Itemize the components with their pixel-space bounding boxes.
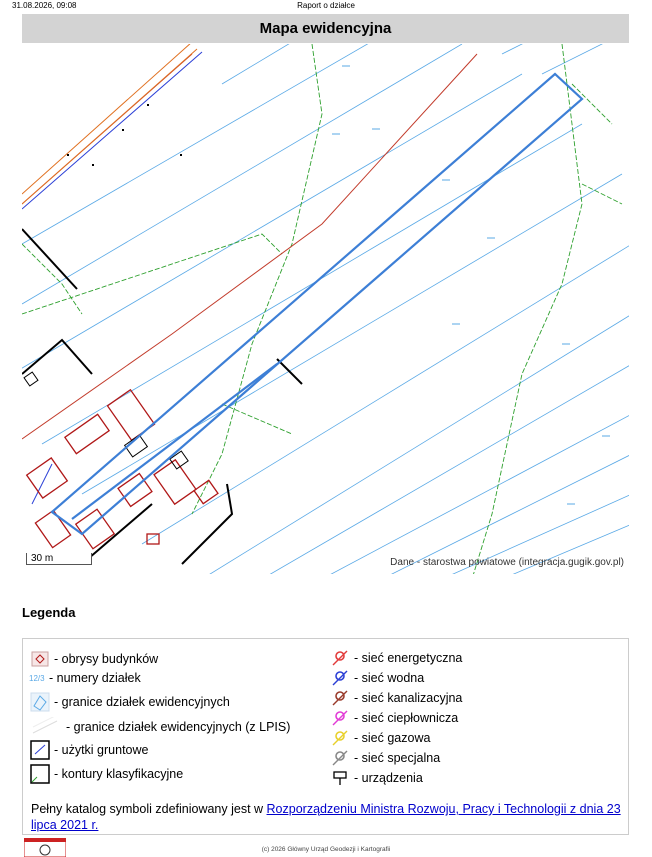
legend-item-sewer: [331, 689, 462, 707]
legend-label: - sieć gazowa: [354, 731, 431, 745]
road-boundary: [22, 54, 477, 439]
print-header: [0, 0, 652, 12]
legend-item-parcel-numbers: [29, 671, 141, 685]
building-outline-icon: [29, 649, 51, 669]
legend-item-special: [331, 749, 440, 767]
legend-label: - urządzenia: [354, 771, 423, 785]
land-use-lines: [22, 44, 622, 574]
footer-copyright: (c) 2026 Główny Urząd Geodezji i Kartografii: [261, 846, 391, 853]
legend-item-classification: [29, 763, 183, 785]
map-attribution: Dane - starostwa powiatowe (integracja.gugik.gov.pl): [390, 557, 624, 568]
legend-item-power: [331, 649, 462, 667]
legend-label: - granice działek ewidencyjnych: [54, 695, 230, 709]
legend-title: Legenda: [22, 605, 76, 620]
print-datetime: 31.08.2026, 09:08: [12, 1, 77, 10]
legend-item-land-use: [29, 739, 148, 761]
legend-item-gas: [331, 729, 430, 747]
building-polygons: [27, 390, 218, 549]
scale-bar: 30 m: [26, 553, 92, 565]
device-icon: [331, 769, 351, 787]
power-network-icon: [331, 649, 351, 667]
special-network-icon: [331, 749, 351, 767]
legend-item-lpis-boundaries: [29, 717, 290, 737]
legend-label: - numery działek: [49, 671, 141, 685]
heating-network-icon: [331, 709, 351, 727]
legend-box: [22, 638, 629, 835]
land-use-icon: [29, 739, 51, 761]
legend-item-water: [331, 669, 424, 687]
gas-network-icon: [331, 729, 351, 747]
classification-contour-icon: [29, 763, 51, 785]
legend-item-devices: [331, 769, 423, 787]
legend-item-buildings: [29, 649, 158, 669]
sewer-network-icon: [331, 689, 351, 707]
lpis-boundary-icon: [29, 717, 63, 737]
cadastral-map[interactable]: [22, 44, 629, 574]
parcel-number-icon: 12/3: [29, 673, 45, 683]
map-title: Mapa ewidencyjna: [22, 14, 629, 43]
legend-label: - użytki gruntowe: [54, 743, 149, 757]
catalog-note: [31, 801, 626, 833]
legend-label: - sieć ciepłownicza: [354, 711, 459, 725]
parcel-boundary-icon: [29, 691, 51, 713]
legend-label: - sieć kanalizacyjna: [354, 691, 463, 705]
legend-label: - kontury klasyfikacyjne: [54, 767, 184, 781]
legend-label: - granice działek ewidencyjnych (z LPIS): [66, 720, 291, 734]
regulation-link[interactable]: Rozporządzeniu Ministra Rozwoju, Pracy i Technologii z dnia 23 lipca 2021 r.: [31, 802, 621, 832]
legend-label: - sieć wodna: [354, 671, 425, 685]
legend-label: - sieć specjalna: [354, 751, 441, 765]
water-network-icon: [331, 669, 351, 687]
legend-label: - sieć energetyczna: [354, 651, 463, 665]
legend-label: - obrysy budynków: [54, 652, 159, 666]
legend-item-heating: [331, 709, 458, 727]
legend-item-parcel-boundaries: [29, 691, 230, 713]
report-title: Raport o działce: [297, 1, 355, 10]
catalog-text: Pełny katalog symboli zdefiniowany jest w: [31, 802, 267, 816]
